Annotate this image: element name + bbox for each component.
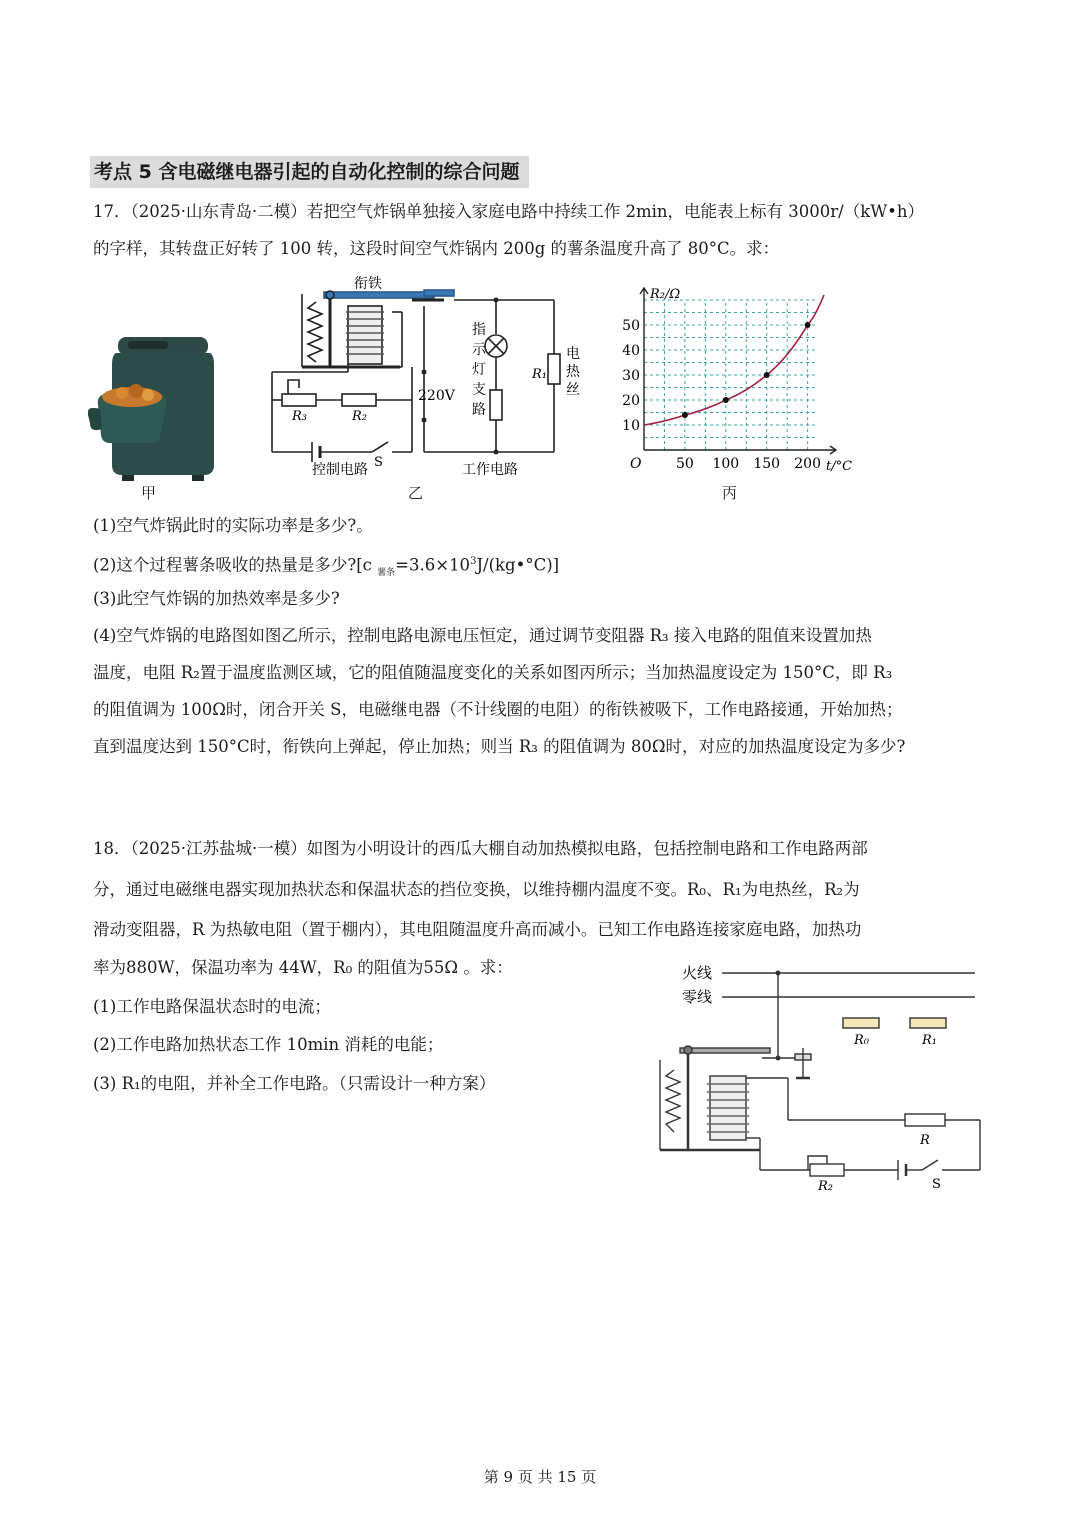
- x-tick-label: 200: [794, 456, 822, 472]
- q17-sub4-line-3: 的阻值调为 100Ω时，闭合开关 S，电磁继电器（不计线圈的电阻）的衔铁被吸下，工作电路接通，开始加热；: [93, 700, 903, 719]
- data-point: [764, 372, 770, 378]
- label-r1: R₁: [532, 367, 547, 382]
- x-tick-label: 100: [712, 456, 740, 472]
- q17-sub1: (1)空气炸锅此时的实际功率是多少?。: [93, 516, 373, 535]
- series-line-r2: [644, 295, 824, 425]
- label-lamp-5: 路: [472, 402, 486, 418]
- label-r0: R₀: [854, 1033, 869, 1048]
- q17-line-2: 的字样，其转盘正好转了 100 转，这段时间空气炸锅内 200g 的薯条温度升高了 80°C。求：: [93, 239, 780, 258]
- label-switch-s: S: [374, 455, 383, 470]
- x-tick-label: 50: [675, 456, 694, 472]
- q18-line-4: 率为880W，保温功率为 44W，R₀ 的阻值为55Ω 。求：: [93, 958, 513, 977]
- q17-sub2-sup: 3: [470, 556, 477, 567]
- label-armature: 衔铁: [354, 276, 382, 292]
- x-tick-label: 150: [753, 456, 781, 472]
- q18-sub2: (2)工作电路加热状态工作 10min 消耗的电能；: [93, 1035, 444, 1054]
- label-heater-3: 丝: [566, 382, 580, 398]
- q17-sub3: (3)此空气炸锅的加热效率是多少?: [93, 589, 340, 608]
- label-lamp-2: 示: [472, 342, 486, 358]
- data-point: [805, 322, 811, 328]
- air-fryer-image: [88, 325, 218, 485]
- y-tick-label: 30: [622, 368, 640, 384]
- fig-bing-caption: 丙: [722, 484, 738, 502]
- q18-sub3: (3) R₁的电阻，并补全工作电路。（只需设计一种方案）: [93, 1074, 496, 1093]
- data-point: [682, 412, 688, 418]
- greenhouse-heating-circuit: [650, 960, 985, 1195]
- q17-sub2: [93, 550, 559, 585]
- r2-temperature-chart: [612, 278, 852, 483]
- fig-jia-caption: 甲: [141, 484, 157, 502]
- label-lamp-3: 灯: [472, 362, 486, 378]
- q17-sub2-b: =3.6×10: [395, 555, 471, 575]
- label-220v: 220V: [418, 388, 455, 404]
- q17-sub4-line-1: (4)空气炸锅的电路图如图乙所示，控制电路电源电压恒定，通过调节变阻器 R₃ 接入电路的阻值来设置加热: [93, 626, 872, 645]
- label-work-circuit: 工作电路: [462, 462, 518, 478]
- q18-sub1: (1)工作电路保温状态时的电流；: [93, 997, 331, 1016]
- q18-line-2: 分，通过电磁继电器实现加热状态和保温状态的挡位变换，以维持棚内温度不变。R₀、R₁为电热丝，R₂为: [93, 880, 860, 899]
- q17-sub4-line-4: 直到温度达到 150°C时，衔铁向上弹起，停止加热；则当 R₃ 的阻值调为 80Ω时，对应的加热温度设定为多少?: [93, 737, 906, 756]
- q17-sub2-c: J/(kg•°C)]: [476, 555, 560, 575]
- origin-label: O: [630, 456, 642, 472]
- section-title: 考点 5 含电磁继电器引起的自动化控制的综合问题: [90, 156, 529, 188]
- label-heater-2: 热: [566, 364, 580, 380]
- label-control-circuit: 控制电路: [312, 462, 368, 478]
- label-r2: R₂: [352, 409, 367, 424]
- fig-yi-caption: 乙: [408, 484, 424, 502]
- q18-line-1: 18．（2025·江苏盐城·一模）如图为小明设计的西瓜大棚自动加热模拟电路，包括控制电路和工作电路两部: [93, 839, 868, 858]
- q17-sub2-a: (2)这个过程薯条吸收的热量是多少?[c: [93, 555, 378, 575]
- label-live-wire: 火线: [682, 964, 713, 982]
- label-neutral-wire: 零线: [682, 988, 713, 1006]
- label-r3: R₃: [292, 409, 307, 424]
- x-axis-label: t/°C: [826, 459, 852, 474]
- y-tick-label: 20: [622, 393, 640, 409]
- q17-sub2-sub: 薯条: [377, 567, 396, 578]
- label-switch-s-q18: S: [932, 1177, 941, 1192]
- label-r1-q18: R₁: [922, 1033, 937, 1048]
- page-footer: 第 9 页 共 15 页: [483, 1468, 597, 1486]
- y-tick-label: 10: [622, 418, 640, 434]
- label-lamp-4: 支: [472, 382, 486, 398]
- q17-line-1: 17．（2025·山东青岛·二模）若把空气炸锅单独接入家庭电路中持续工作 2min，电能表上标有 3000r/（kW•h）: [93, 202, 925, 221]
- q17-sub4-line-2: 温度，电阻 R₂置于温度监测区域，它的阻值随温度变化的关系如图丙所示；当加热温度设定为 150°C，即 R₃: [93, 663, 893, 682]
- label-r-thermistor: R: [920, 1133, 930, 1148]
- q18-line-3: 滑动变阻器，R 为热敏电阻（置于棚内），其电阻随温度升高而减小。已知工作电路连接家庭电路，加热功: [93, 920, 862, 939]
- y-tick-label: 40: [622, 343, 640, 359]
- y-axis-label: R₂/Ω: [650, 287, 681, 302]
- label-r2-q18: R₂: [818, 1179, 833, 1194]
- label-heater-1: 电: [566, 346, 580, 362]
- data-point: [723, 397, 729, 403]
- relay-circuit-diagram: [262, 272, 582, 482]
- y-tick-label: 50: [622, 318, 640, 334]
- label-lamp-1: 指: [472, 322, 486, 338]
